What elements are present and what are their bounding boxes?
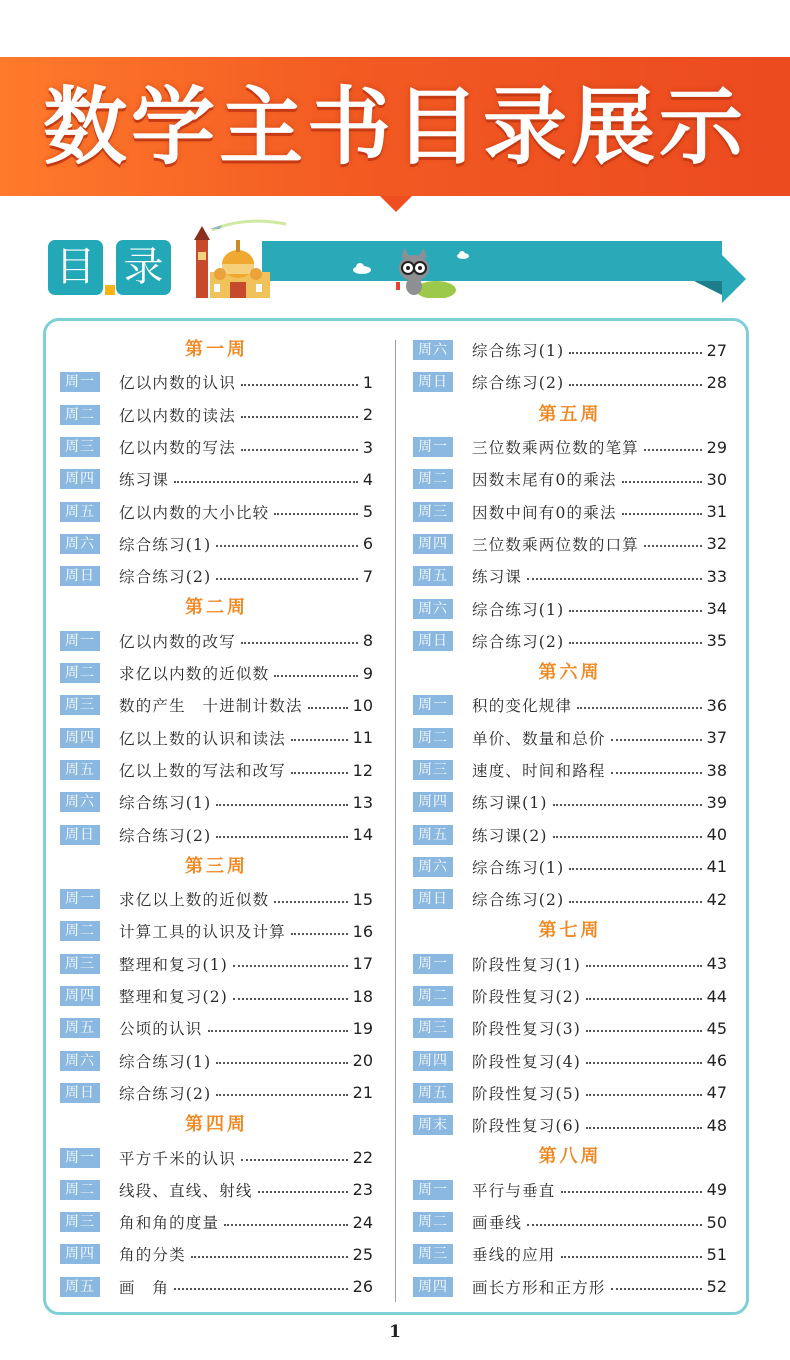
dot-leader [561, 1255, 702, 1258]
toc-entry [413, 1045, 727, 1077]
toc-entry [60, 818, 373, 850]
toc-entry [413, 1174, 727, 1206]
entry-title: 综合练习(2) [472, 632, 565, 651]
day-badge: 周三 [60, 1212, 100, 1232]
day-badge: 周三 [413, 1018, 453, 1038]
day-badge: 周三 [60, 437, 100, 457]
dot-leader [274, 900, 347, 903]
entry-page-number: 36 [706, 695, 727, 715]
day-badge: 周一 [60, 631, 100, 651]
day-badge: 周四 [413, 1277, 453, 1297]
toc-right-column [413, 334, 727, 1303]
palace-illustration [190, 212, 300, 300]
column-divider [395, 340, 396, 1302]
toc-entry [413, 625, 727, 657]
entry-page-number: 1 [362, 372, 373, 392]
toc-entry [413, 1271, 727, 1303]
entry-page-number: 25 [352, 1244, 373, 1264]
day-badge: 周三 [60, 954, 100, 974]
toc-left-column [60, 334, 373, 1303]
entry-page-number: 15 [352, 889, 373, 909]
entry-page-number: 40 [706, 825, 727, 845]
week-heading: 第五周 [538, 403, 602, 425]
entry-title: 综合练习(2) [472, 891, 565, 910]
day-badge: 周二 [60, 921, 100, 941]
entry-page-number: 50 [706, 1212, 727, 1232]
entry-page-number: 48 [706, 1115, 727, 1135]
entry-title: 画垂线 [472, 1214, 523, 1233]
dot-leader [291, 932, 348, 935]
week-heading: 第七周 [538, 920, 602, 942]
day-badge: 周二 [413, 1212, 453, 1232]
toc-entry [413, 1012, 727, 1044]
entry-title: 阶段性复习(2) [472, 988, 582, 1007]
entry-title: 综合练习(1) [119, 1052, 212, 1071]
dot-leader [224, 1223, 347, 1226]
raccoon-mascot-icon [392, 248, 458, 298]
entry-page-number: 24 [352, 1212, 373, 1232]
entry-title: 亿以上数的认识和读法 [119, 729, 287, 748]
toc-entry [413, 560, 727, 592]
entry-page-number: 26 [352, 1277, 373, 1297]
toc-entry [60, 722, 373, 754]
dot-leader [233, 997, 348, 1000]
toc-entry [60, 495, 373, 527]
dot-leader [586, 1126, 702, 1129]
day-badge: 周四 [413, 534, 453, 554]
dot-leader [216, 544, 357, 547]
entry-title: 综合练习(2) [119, 1084, 212, 1103]
toc-entry [413, 786, 727, 818]
entry-title: 阶段性复习(1) [472, 955, 582, 974]
day-badge: 周五 [413, 825, 453, 845]
day-badge: 周六 [60, 534, 100, 554]
day-badge: 周四 [60, 728, 100, 748]
toc-entry [413, 592, 727, 624]
entry-page-number: 34 [706, 599, 727, 619]
dot-leader [241, 383, 358, 386]
entry-page-number: 41 [706, 857, 727, 877]
entry-page-number: 29 [706, 437, 727, 457]
entry-title: 整理和复习(1) [119, 955, 229, 974]
entry-page-number: 45 [706, 1018, 727, 1038]
day-badge: 周六 [60, 792, 100, 812]
day-badge: 周一 [60, 1148, 100, 1168]
toc-entry [413, 689, 727, 721]
dot-leader [569, 867, 701, 870]
entry-title: 亿以内数的写法 [119, 439, 236, 458]
week-heading: 第三周 [185, 855, 248, 877]
entry-page-number: 22 [352, 1148, 373, 1168]
dot-leader [611, 771, 702, 774]
day-badge: 周三 [413, 760, 453, 780]
toc-entry [60, 560, 373, 592]
dot-leader [527, 577, 702, 580]
day-badge: 周日 [413, 372, 453, 392]
day-badge: 周二 [60, 663, 100, 683]
day-badge: 周五 [60, 1277, 100, 1297]
entry-page-number: 33 [706, 566, 727, 586]
week-heading: 第四周 [185, 1114, 248, 1136]
day-badge: 周一 [413, 1180, 453, 1200]
week-heading: 第八周 [538, 1146, 602, 1168]
entry-title: 亿以内数的认识 [119, 374, 236, 393]
entry-title: 综合练习(1) [472, 600, 565, 619]
ribbon-fold [694, 281, 722, 295]
entry-page-number: 21 [352, 1083, 373, 1103]
dot-leader [216, 803, 347, 806]
toc-entry [60, 528, 373, 560]
entry-title: 综合练习(2) [119, 568, 212, 587]
dot-leader [569, 641, 701, 644]
dot-leader [241, 448, 358, 451]
entry-title: 阶段性复习(5) [472, 1084, 582, 1103]
day-badge: 周日 [60, 825, 100, 845]
dot-leader [216, 835, 347, 838]
day-badge: 周二 [60, 405, 100, 425]
entry-page-number: 35 [706, 631, 727, 651]
toc-entry [60, 1174, 373, 1206]
day-badge: 周一 [413, 954, 453, 974]
entry-page-number: 47 [706, 1083, 727, 1103]
entry-page-number: 20 [352, 1051, 373, 1071]
toc-entry [60, 1206, 373, 1238]
mulu-char-box-1: 目 [48, 240, 103, 295]
entry-title: 综合练习(1) [472, 342, 565, 361]
toc-entry [413, 1238, 727, 1270]
mulu-char-box-2: 录 [116, 240, 171, 295]
entry-page-number: 9 [362, 663, 373, 683]
week-heading: 第二周 [185, 597, 248, 619]
dot-leader [527, 1223, 702, 1226]
day-badge: 周二 [413, 728, 453, 748]
day-badge: 周一 [413, 695, 453, 715]
toc-entry [413, 1206, 727, 1238]
entry-page-number: 30 [706, 469, 727, 489]
entry-title: 综合练习(1) [472, 858, 565, 877]
toc-entry [413, 495, 727, 527]
entry-title: 速度、时间和路程 [472, 762, 606, 780]
day-badge: 周四 [60, 986, 100, 1006]
entry-title: 计算工具的认识及计算 [119, 923, 287, 942]
entry-title: 垂线的应用 [472, 1246, 556, 1265]
dot-leader [291, 771, 348, 774]
entry-page-number: 42 [706, 889, 727, 909]
toc-entry [413, 980, 727, 1012]
day-badge: 周日 [413, 631, 453, 651]
entry-title: 画 角 [119, 1278, 170, 1297]
entry-page-number: 16 [352, 921, 373, 941]
dot-leader [216, 1093, 347, 1096]
week-heading: 第六周 [538, 661, 602, 683]
dot-leader [644, 448, 702, 451]
dot-leader [586, 1061, 702, 1064]
entry-title: 练习课(2) [472, 826, 548, 845]
entry-title: 综合练习(2) [472, 374, 565, 393]
toc-entry [60, 366, 373, 398]
day-badge: 周四 [60, 469, 100, 489]
dot-leader [308, 706, 348, 709]
dot-leader [586, 1093, 702, 1096]
day-badge: 周三 [413, 1244, 453, 1264]
dot-leader [174, 1287, 348, 1290]
entry-title: 亿以内数的读法 [119, 406, 236, 425]
entry-title: 公顷的认识 [119, 1020, 203, 1039]
toc-entry [60, 754, 373, 786]
entry-title: 阶段性复习(4) [472, 1052, 582, 1071]
week-heading: 第一周 [185, 339, 248, 360]
dot-leader [611, 1287, 702, 1290]
entry-title: 三位数乘两位数的口算 [472, 535, 640, 554]
cloud-icon-small [456, 250, 470, 260]
toc-entry [413, 366, 727, 398]
dot-leader [216, 577, 357, 580]
entry-title: 因数末尾有0的乘法 [472, 471, 617, 490]
day-badge: 周四 [60, 1244, 100, 1264]
entry-page-number: 2 [362, 405, 373, 425]
entry-title: 平行与垂直 [472, 1181, 556, 1200]
dot-leader [569, 609, 701, 612]
dot-leader [174, 480, 358, 483]
dot-leader [241, 1158, 348, 1161]
dot-leader [241, 641, 358, 644]
entry-title: 综合练习(1) [119, 794, 212, 813]
day-badge: 周六 [60, 1051, 100, 1071]
entry-page-number: 11 [352, 728, 373, 748]
day-badge: 周一 [60, 372, 100, 392]
dot-leader [258, 1190, 348, 1193]
day-badge: 周日 [413, 889, 453, 909]
entry-title: 角的分类 [119, 1246, 186, 1265]
toc-entry [413, 948, 727, 980]
dot-leader [569, 383, 701, 386]
entry-title: 综合练习(2) [119, 826, 212, 845]
entry-page-number: 13 [352, 792, 373, 812]
day-badge: 周三 [413, 502, 453, 522]
ribbon-tail [722, 255, 746, 303]
dot-leader [586, 1029, 702, 1032]
day-badge: 周一 [413, 437, 453, 457]
entry-page-number: 4 [362, 469, 373, 489]
entry-title: 角和角的度量 [119, 1214, 220, 1233]
toc-entry [60, 915, 373, 947]
entry-page-number: 39 [706, 792, 727, 812]
toc-entry [413, 883, 727, 915]
toc-entry [60, 463, 373, 495]
day-badge: 周四 [413, 1051, 453, 1071]
page-title: 数学主书目录展示 [42, 78, 747, 176]
toc-entry [60, 625, 373, 657]
toc-entry [413, 1109, 727, 1141]
dot-leader [561, 1190, 702, 1193]
dot-leader [622, 480, 702, 483]
entry-page-number: 51 [706, 1244, 727, 1264]
entry-title: 综合练习(1) [119, 535, 212, 554]
toc-entry [60, 657, 373, 689]
toc-entry [60, 399, 373, 431]
entry-title: 数的产生 十进制计数法 [119, 697, 303, 716]
entry-page-number: 18 [352, 986, 373, 1006]
entry-title: 阶段性复习(6) [472, 1117, 582, 1136]
toc-entry [413, 1077, 727, 1109]
day-badge: 周四 [413, 792, 453, 812]
dot-leader [274, 674, 358, 677]
dot-leader [622, 512, 702, 515]
dot-leader [291, 738, 348, 741]
entry-title: 练习课 [472, 568, 523, 587]
toc-entry [60, 786, 373, 818]
entry-page-number: 44 [706, 986, 727, 1006]
entry-title: 亿以内数的大小比较 [119, 503, 270, 522]
entry-title: 平方千米的认识 [119, 1149, 236, 1168]
mulu-dot [105, 285, 115, 295]
toc-entry [60, 1045, 373, 1077]
dot-leader [241, 415, 358, 418]
entry-page-number: 43 [706, 954, 727, 974]
day-badge: 周五 [60, 1018, 100, 1038]
entry-title: 线段、直线、射线 [119, 1181, 253, 1200]
day-badge: 周日 [60, 1083, 100, 1103]
entry-page-number: 23 [352, 1180, 373, 1200]
entry-page-number: 31 [706, 502, 727, 522]
entry-page-number: 8 [362, 631, 373, 651]
toc-entry [413, 818, 727, 850]
day-badge: 周末 [413, 1115, 453, 1135]
entry-page-number: 38 [706, 760, 727, 780]
entry-title: 求亿以内数的近似数 [119, 665, 270, 684]
day-badge: 周六 [413, 857, 453, 877]
entry-page-number: 46 [706, 1051, 727, 1071]
toc-entry [60, 1271, 373, 1303]
day-badge: 周五 [413, 1083, 453, 1103]
cloud-icon [352, 262, 372, 274]
entry-page-number: 19 [352, 1018, 373, 1038]
day-badge: 周二 [413, 469, 453, 489]
toc-entry [60, 948, 373, 980]
entry-title: 练习课 [119, 471, 170, 490]
dot-leader [233, 964, 348, 967]
dot-leader [208, 1029, 348, 1032]
dot-leader [577, 706, 701, 709]
entry-title: 画长方形和正方形 [472, 1278, 606, 1297]
entry-page-number: 12 [352, 760, 373, 780]
day-badge: 周二 [60, 1180, 100, 1200]
toc-entry [60, 1238, 373, 1270]
entry-title: 亿以内数的改写 [119, 632, 236, 651]
entry-page-number: 49 [706, 1180, 727, 1200]
toc-entry [60, 1012, 373, 1044]
toc-entry [413, 431, 727, 463]
toc-entry [413, 851, 727, 883]
day-badge: 周三 [60, 695, 100, 715]
entry-title: 求亿以上数的近似数 [119, 891, 270, 910]
entry-page-number: 3 [362, 437, 373, 457]
toc-entry [60, 883, 373, 915]
toc-entry [413, 334, 727, 366]
day-badge: 周五 [60, 502, 100, 522]
day-badge: 周六 [413, 340, 453, 360]
day-badge: 周日 [60, 566, 100, 586]
entry-page-number: 37 [706, 728, 727, 748]
dot-leader [553, 835, 702, 838]
toc-entry [413, 754, 727, 786]
dot-leader [553, 803, 702, 806]
entry-page-number: 14 [352, 825, 373, 845]
entry-page-number: 10 [352, 695, 373, 715]
page-number: 1 [389, 1322, 401, 1342]
entry-title: 阶段性复习(3) [472, 1020, 582, 1039]
dot-leader [611, 738, 702, 741]
entry-page-number: 32 [706, 534, 727, 554]
entry-title: 因数中间有0的乘法 [472, 503, 617, 522]
entry-page-number: 5 [362, 502, 373, 522]
entry-page-number: 6 [362, 534, 373, 554]
toc-entry [413, 722, 727, 754]
dot-leader [191, 1255, 348, 1258]
entry-page-number: 28 [706, 372, 727, 392]
toc-entry [60, 980, 373, 1012]
entry-title: 练习课(1) [472, 794, 548, 813]
entry-page-number: 7 [362, 566, 373, 586]
day-badge: 周六 [413, 599, 453, 619]
entry-page-number: 17 [352, 954, 373, 974]
toc-entry [60, 431, 373, 463]
banner-notch [380, 196, 412, 212]
dot-leader [216, 1061, 347, 1064]
entry-title: 单价、数量和总价 [472, 729, 606, 748]
entry-title: 整理和复习(2) [119, 988, 229, 1007]
day-badge: 周五 [60, 760, 100, 780]
day-badge: 周二 [413, 986, 453, 1006]
dot-leader [274, 512, 358, 515]
dot-leader [569, 900, 701, 903]
dot-leader [644, 544, 702, 547]
dot-leader [586, 997, 702, 1000]
entry-title: 亿以上数的写法和改写 [119, 762, 287, 780]
entry-page-number: 27 [706, 340, 727, 360]
day-badge: 周五 [413, 566, 453, 586]
entry-title: 三位数乘两位数的笔算 [472, 439, 640, 458]
entry-page-number: 52 [706, 1277, 727, 1297]
day-badge: 周一 [60, 889, 100, 909]
header-ribbon [262, 241, 722, 281]
entry-title: 积的变化规律 [472, 697, 573, 716]
toc-entry [60, 1141, 373, 1173]
dot-leader [586, 964, 702, 967]
toc-entry [413, 463, 727, 495]
dot-leader [569, 351, 701, 354]
toc-entry [413, 528, 727, 560]
toc-entry [60, 689, 373, 721]
toc-entry [60, 1077, 373, 1109]
